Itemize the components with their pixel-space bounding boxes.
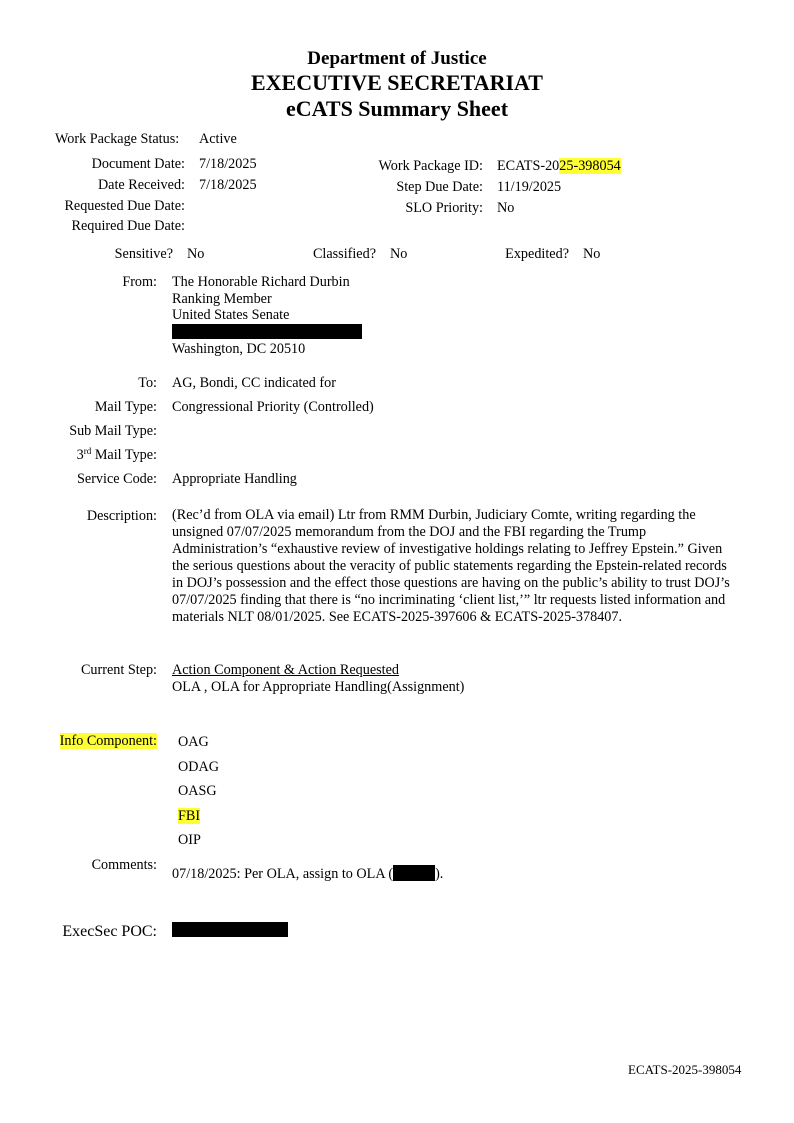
slo-priority-value: No (497, 200, 515, 216)
work-package-status-value: Active (199, 131, 237, 147)
comments-text-after: ). (435, 866, 444, 882)
footer-id: ECATS-2025-398054 (628, 1062, 742, 1077)
department-title: Department of Justice (307, 48, 487, 69)
required-due-date-label: Required Due Date: (71, 218, 185, 234)
info-component-item: OIP (178, 832, 201, 848)
from-organization: United States Senate (172, 307, 290, 323)
from-city: Washington, DC 20510 (172, 341, 306, 357)
work-package-id-value (497, 158, 621, 175)
poc-redaction (172, 922, 288, 937)
to-value: AG, Bondi, CC indicated for (172, 375, 336, 391)
comments-value (172, 865, 443, 883)
third-mail-type-suffix: rd (83, 446, 92, 456)
sensitive-label: Sensitive? (114, 246, 173, 262)
third-mail-type-text: Mail Type: (91, 447, 157, 463)
redaction-block (172, 324, 362, 339)
from-title: Ranking Member (172, 291, 272, 307)
service-code-label: Service Code: (77, 471, 157, 487)
requested-due-date-label: Requested Due Date: (64, 198, 185, 214)
work-package-id-highlight: 25-398054 (559, 158, 621, 174)
comments-text-before: 07/18/2025: Per OLA, assign to OLA ( (172, 866, 394, 882)
work-package-id-prefix: ECATS-20 (497, 158, 560, 174)
info-component-item: OASG (178, 783, 217, 799)
sensitive-value: No (187, 246, 205, 262)
sheet-title: eCATS Summary Sheet (285, 96, 509, 121)
info-component-item-wrap (178, 808, 200, 825)
document-date-label: Document Date: (91, 156, 185, 172)
third-mail-type-label (7, 447, 157, 464)
slo-priority-label: SLO Priority: (405, 200, 483, 216)
info-component-label-wrap (7, 733, 157, 750)
description-text: (Rec’d from OLA via email) Ltr from RMM Durbin, Judiciary Comte, writing regarding the unsigned 07/07/2025 memorandum from the DOJ and the FBI regarding the Trump Administration’s “exhaustive review of investigative holdings relating to Jeffrey Epstein.” Given the serious questions about the veracity of public statements regarding the Epstein-related records in DOJ’s possession and the effect those questions are having on the public’s ability to trust DOJ’s 07/07/2025 finding that there is “no incriminating ‘client list,’” ltr requests listed information and materials NLT 08/01/2025. See ECATS-2025-397606 & ECATS-2025-378407. (172, 507, 730, 625)
description-label: Description: (86, 508, 157, 524)
current-step-value: OLA , OLA for Appropriate Handling(Assignment) (172, 679, 465, 695)
current-step-label: Current Step: (80, 662, 157, 678)
service-code-value: Appropriate Handling (172, 471, 297, 487)
expedited-label: Expedited? (505, 246, 569, 262)
third-mail-type-number: 3 (76, 447, 84, 463)
date-received-label: Date Received: (97, 177, 185, 193)
date-received-value: 7/18/2025 (199, 177, 257, 193)
document-date-value: 7/18/2025 (199, 156, 257, 172)
sub-mail-type-label: Sub Mail Type: (69, 423, 157, 439)
info-component-label: Info Component: (59, 733, 157, 749)
work-package-status-label: Work Package Status: (55, 131, 180, 147)
from-label: From: (122, 274, 157, 290)
secretariat-title: EXECUTIVE SECRETARIAT (251, 70, 543, 95)
classified-value: No (390, 246, 408, 262)
step-due-date-label: Step Due Date: (396, 179, 483, 195)
classified-label: Classified? (312, 246, 376, 262)
mail-type-label: Mail Type: (94, 399, 157, 415)
expedited-value: No (583, 246, 601, 262)
to-label: To: (138, 375, 157, 391)
comments-label: Comments: (91, 857, 157, 873)
execsec-poc-label: ExecSec POC: (62, 923, 157, 940)
info-component-item: FBI (178, 808, 201, 824)
info-component-item: OAG (178, 734, 209, 750)
step-due-date-value: 11/19/2025 (497, 179, 562, 195)
info-component-item: ODAG (178, 759, 219, 775)
from-name: The Honorable Richard Durbin (172, 274, 350, 290)
work-package-id-label: Work Package ID: (378, 158, 483, 174)
comments-redaction (393, 865, 435, 881)
mail-type-value: Congressional Priority (Controlled) (172, 399, 374, 415)
current-step-heading: Action Component & Action Requested (172, 662, 399, 678)
